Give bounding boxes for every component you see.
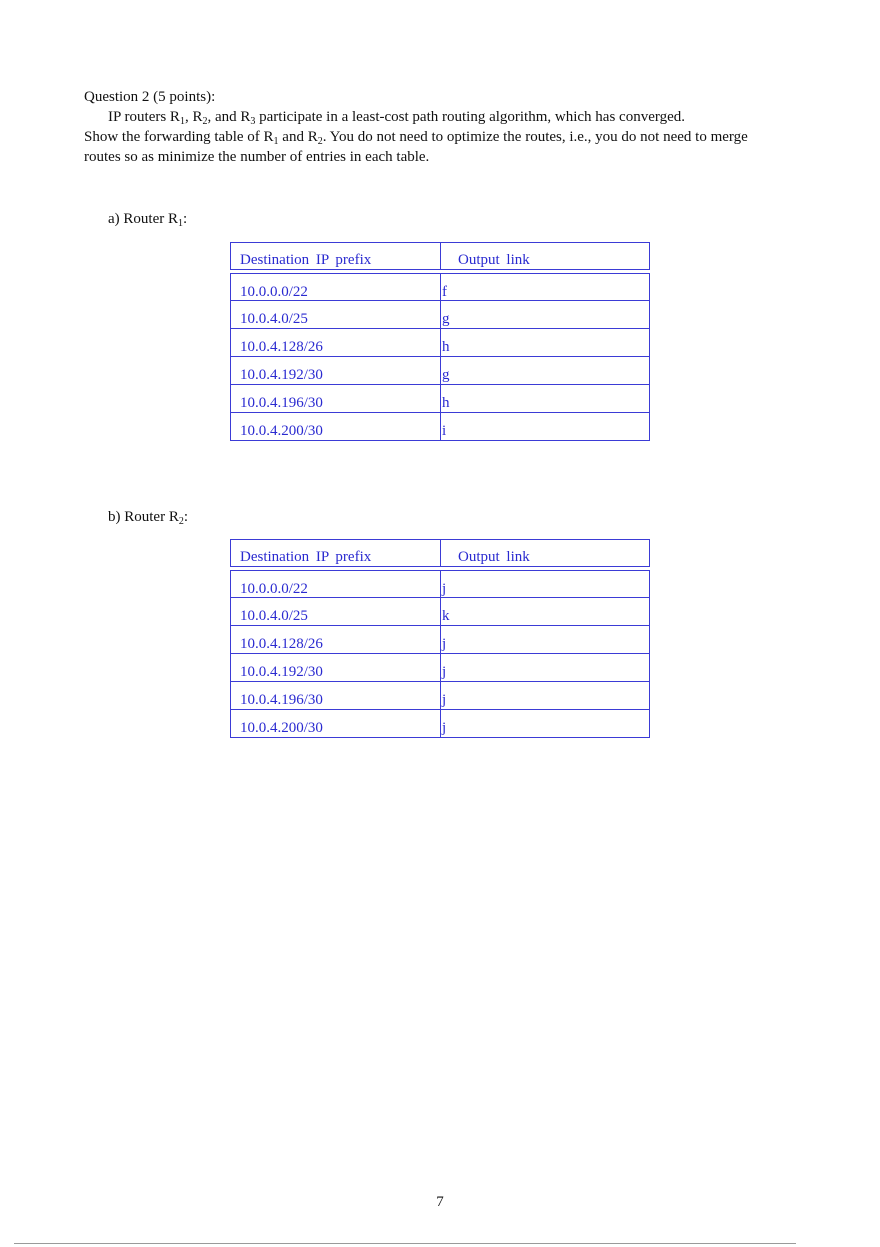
- cell-link: j: [442, 581, 447, 597]
- header-destination-prefix: Destination IP prefix: [240, 549, 372, 565]
- forwarding-table-r1: [230, 242, 650, 441]
- cell-prefix: 10.0.4.192/30: [240, 664, 323, 680]
- router-r2-label: [108, 508, 188, 526]
- cell-link: g: [442, 311, 450, 327]
- cell-link: f: [442, 284, 447, 300]
- cell-prefix: 10.0.4.200/30: [240, 423, 323, 439]
- column-divider: [440, 385, 441, 412]
- table-row: [230, 626, 650, 654]
- cell-link: g: [442, 367, 450, 383]
- cell-link: j: [442, 720, 447, 736]
- question-line-1: [108, 108, 685, 126]
- column-divider: [440, 598, 441, 625]
- table-header: [230, 539, 650, 567]
- page-number: 7: [436, 1194, 444, 1210]
- cell-prefix: 10.0.4.196/30: [240, 395, 323, 411]
- sub-r2: 2: [202, 116, 208, 127]
- header-output-link: Output link: [458, 549, 530, 565]
- column-divider: [440, 413, 441, 440]
- cell-link: h: [442, 339, 450, 355]
- cell-prefix: 10.0.0.0/22: [240, 581, 308, 597]
- line2-part-c: . You do not need to optimize the routes, i.e., you do not need to merge: [322, 129, 748, 145]
- line1-part-b: , R: [184, 109, 203, 125]
- question-title: Question 2 (5 points):: [84, 89, 216, 105]
- cell-link: j: [442, 692, 447, 708]
- table-row: [230, 570, 650, 598]
- router-r1-label-text: a) Router R: [108, 211, 178, 227]
- column-divider: [440, 710, 441, 737]
- sub-r1: 1: [273, 136, 279, 147]
- cell-link: h: [442, 395, 450, 411]
- cell-prefix: 10.0.4.192/30: [240, 367, 323, 383]
- question-line-2: [84, 128, 748, 146]
- column-divider: [440, 329, 441, 356]
- sub-r1: 1: [179, 116, 185, 127]
- table-row: [230, 357, 650, 385]
- cell-link: j: [442, 636, 447, 652]
- table-row: [230, 329, 650, 357]
- sub-r2: 2: [317, 136, 323, 147]
- footer-rule: [14, 1243, 796, 1244]
- column-divider: [440, 540, 441, 566]
- column-divider: [440, 571, 441, 597]
- line1-part-c: , and R: [207, 109, 251, 125]
- table-row: [230, 654, 650, 682]
- column-divider: [440, 301, 441, 328]
- column-divider: [440, 654, 441, 681]
- router-r1-suffix: :: [182, 211, 188, 227]
- column-divider: [440, 274, 441, 300]
- table-header: [230, 242, 650, 270]
- table-row: [230, 710, 650, 738]
- table-row: [230, 385, 650, 413]
- table-row: [230, 682, 650, 710]
- column-divider: [440, 243, 441, 269]
- cell-prefix: 10.0.4.0/25: [240, 608, 308, 624]
- router-r1-sub: 1: [177, 218, 183, 229]
- column-divider: [440, 626, 441, 653]
- router-r1-label: [108, 210, 187, 228]
- sub-r3: 3: [250, 116, 256, 127]
- column-divider: [440, 357, 441, 384]
- line1-part-d: participate in a least-cost path routing algorithm, which has converged.: [255, 109, 685, 125]
- column-divider: [440, 682, 441, 709]
- router-r2-label-text: b) Router R: [108, 509, 179, 525]
- line2-part-b: and R: [278, 129, 318, 145]
- question-line-3: routes so as minimize the number of entries in each table.: [84, 149, 430, 165]
- cell-link: k: [442, 608, 450, 624]
- cell-prefix: 10.0.4.128/26: [240, 636, 323, 652]
- cell-prefix: 10.0.4.0/25: [240, 311, 308, 327]
- router-r2-suffix: :: [183, 509, 188, 525]
- cell-prefix: 10.0.0.0/22: [240, 284, 308, 300]
- forwarding-table-r2: [230, 539, 650, 738]
- cell-prefix: 10.0.4.196/30: [240, 692, 323, 708]
- table-row: [230, 598, 650, 626]
- cell-prefix: 10.0.4.200/30: [240, 720, 323, 736]
- table-row: [230, 301, 650, 329]
- router-r2-sub: 2: [178, 516, 184, 527]
- line2-part-a: Show the forwarding table of R: [84, 129, 274, 145]
- line1-part-a: IP routers R: [108, 109, 180, 125]
- header-output-link: Output link: [458, 252, 530, 268]
- table-row: [230, 413, 650, 441]
- cell-prefix: 10.0.4.128/26: [240, 339, 323, 355]
- cell-link: i: [442, 423, 447, 439]
- header-destination-prefix: Destination IP prefix: [240, 252, 372, 268]
- table-row: [230, 273, 650, 301]
- cell-link: j: [442, 664, 447, 680]
